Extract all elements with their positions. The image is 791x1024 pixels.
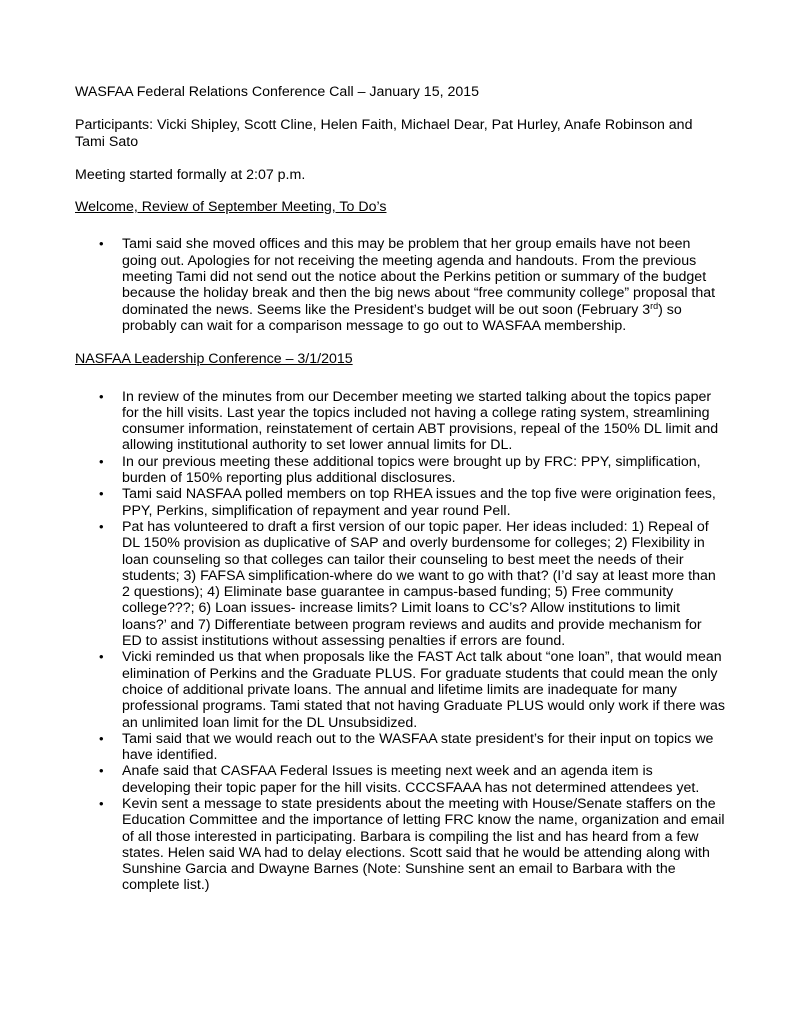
nasfaa-bullet-list: [75, 389, 725, 894]
ordinal-superscript: rd: [650, 300, 659, 311]
document-page: [75, 84, 725, 894]
section-heading-nasfaa: NASFAA Leadership Conference – 3/1/2015: [75, 351, 353, 368]
section-heading-welcome: Welcome, Review of September Meeting, To Do’s: [75, 199, 387, 216]
list-item: [75, 454, 725, 487]
bullet-icon: •: [99, 236, 104, 252]
list-item-text: Vicki reminded us that when proposals like the FAST Act talk about “one loan”, that would mean elimination of Perkins and the Graduate PLUS. For graduate students that could mean the only choice of additional private loans. The annual and lifetime limits are inadequate for many professional programs. Tami stated that not having Graduate PLUS would only work if there was an unlimited loan limit for the DL Unsubsidized.: [122, 649, 726, 731]
list-item: [75, 519, 725, 649]
list-item: [75, 236, 725, 334]
bullet-icon: •: [99, 486, 104, 502]
meeting-start-line: Meeting started formally at 2:07 p.m.: [75, 166, 306, 183]
document-title: WASFAA Federal Relations Conference Call – January 15, 2015: [75, 84, 480, 100]
list-item-text: In our previous meeting these additional topics were brought up by FRC: PPY, simplification, burden of 150% reporting plus additional disclosures.: [122, 453, 701, 487]
list-item: [75, 649, 725, 730]
bullet-icon: •: [99, 453, 104, 469]
bullet-icon: •: [99, 518, 104, 534]
list-item: [75, 796, 725, 894]
list-item-text: Pat has volunteered to draft a first version of our topic paper. Her ideas included: 1) Repeal of DL 150% provision as duplicative of SAP and overly burdensome for colleges; 2) Flexibility in loan counseling so that colleges can tailor their counseling to best meet the needs of their students; 3) FAFSA simplification-where do we want to go with that? (I’d say at least more than 2 questions); 4) Eliminate base guarantee in campus-based funding; 5) Free community college???; 6) Loan issues- increase limits? Limit loans to CC’s? Allow institutions to limit loans?’ and 7) Differentiate between program reviews and audits and provide mechanism for ED to assist institutions without assessing penalties if errors are found.: [122, 518, 716, 650]
list-item-text: In review of the minutes from our December meeting we started talking about the topics paper for the hill visits. Last year the topics included not having a college rating system, streamlining consumer information, reinstatement of certain ABT provisions, repeal of the 150% DL limit and allowing institutional authority to set lower annual limits for DL.: [122, 388, 719, 454]
list-item: [75, 763, 725, 796]
welcome-bullet-list: [75, 236, 725, 334]
list-item-text: Tami said that we would reach out to the WASFAA state president’s for their input on topics we have identified.: [122, 730, 714, 764]
list-item-text: Anafe said that CASFAA Federal Issues is meeting next week and an agenda item is developing their topic paper for the hill visits. CCCSFAAA has not determined attendees yet.: [122, 763, 700, 796]
list-item-text: Tami said NASFAA polled members on top RHEA issues and the top five were origination fees, PPY, Perkins, simplification of repayment and year round Pell.: [122, 486, 716, 519]
bullet-icon: •: [99, 730, 104, 746]
list-item: [75, 731, 725, 764]
bullet-icon: •: [99, 388, 104, 404]
bullet-icon: •: [99, 795, 104, 811]
list-item-text: Tami said she moved offices and this may be problem that her group emails have not been going out. Apologies for not receiving the meeting agenda and handouts. From the previous meeting Tami did not send out the notice about the Perkins petition or summary of the budget because the holiday break and then the big news about “free community college” proposal that dominated the news. Seems like the President’s budget will be out soon (February 3rd) so probably can wait for a comparison message to go out to WASFAA membership.: [122, 236, 716, 334]
bullet-icon: •: [99, 649, 104, 665]
list-item: [75, 486, 725, 519]
participants-line: Participants: Vicki Shipley, Scott Cline, Helen Faith, Michael Dear, Pat Hurley, Anafe Robinson and Tami Sato: [75, 117, 693, 150]
list-item-text: Kevin sent a message to state presidents about the meeting with House/Senate staffers on the Education Committee and the importance of letting FRC know the name, organization and email of all those interested in participating. Barbara is compiling the list and has heard from a few states. Helen said WA had to delay elections. Scott said that he would be attending along with Sunshine Garcia and Dwayne Barnes (Note: Sunshine sent an email to Barbara with the complete list.): [122, 795, 725, 894]
list-item: [75, 389, 725, 454]
bullet-icon: •: [99, 763, 104, 779]
